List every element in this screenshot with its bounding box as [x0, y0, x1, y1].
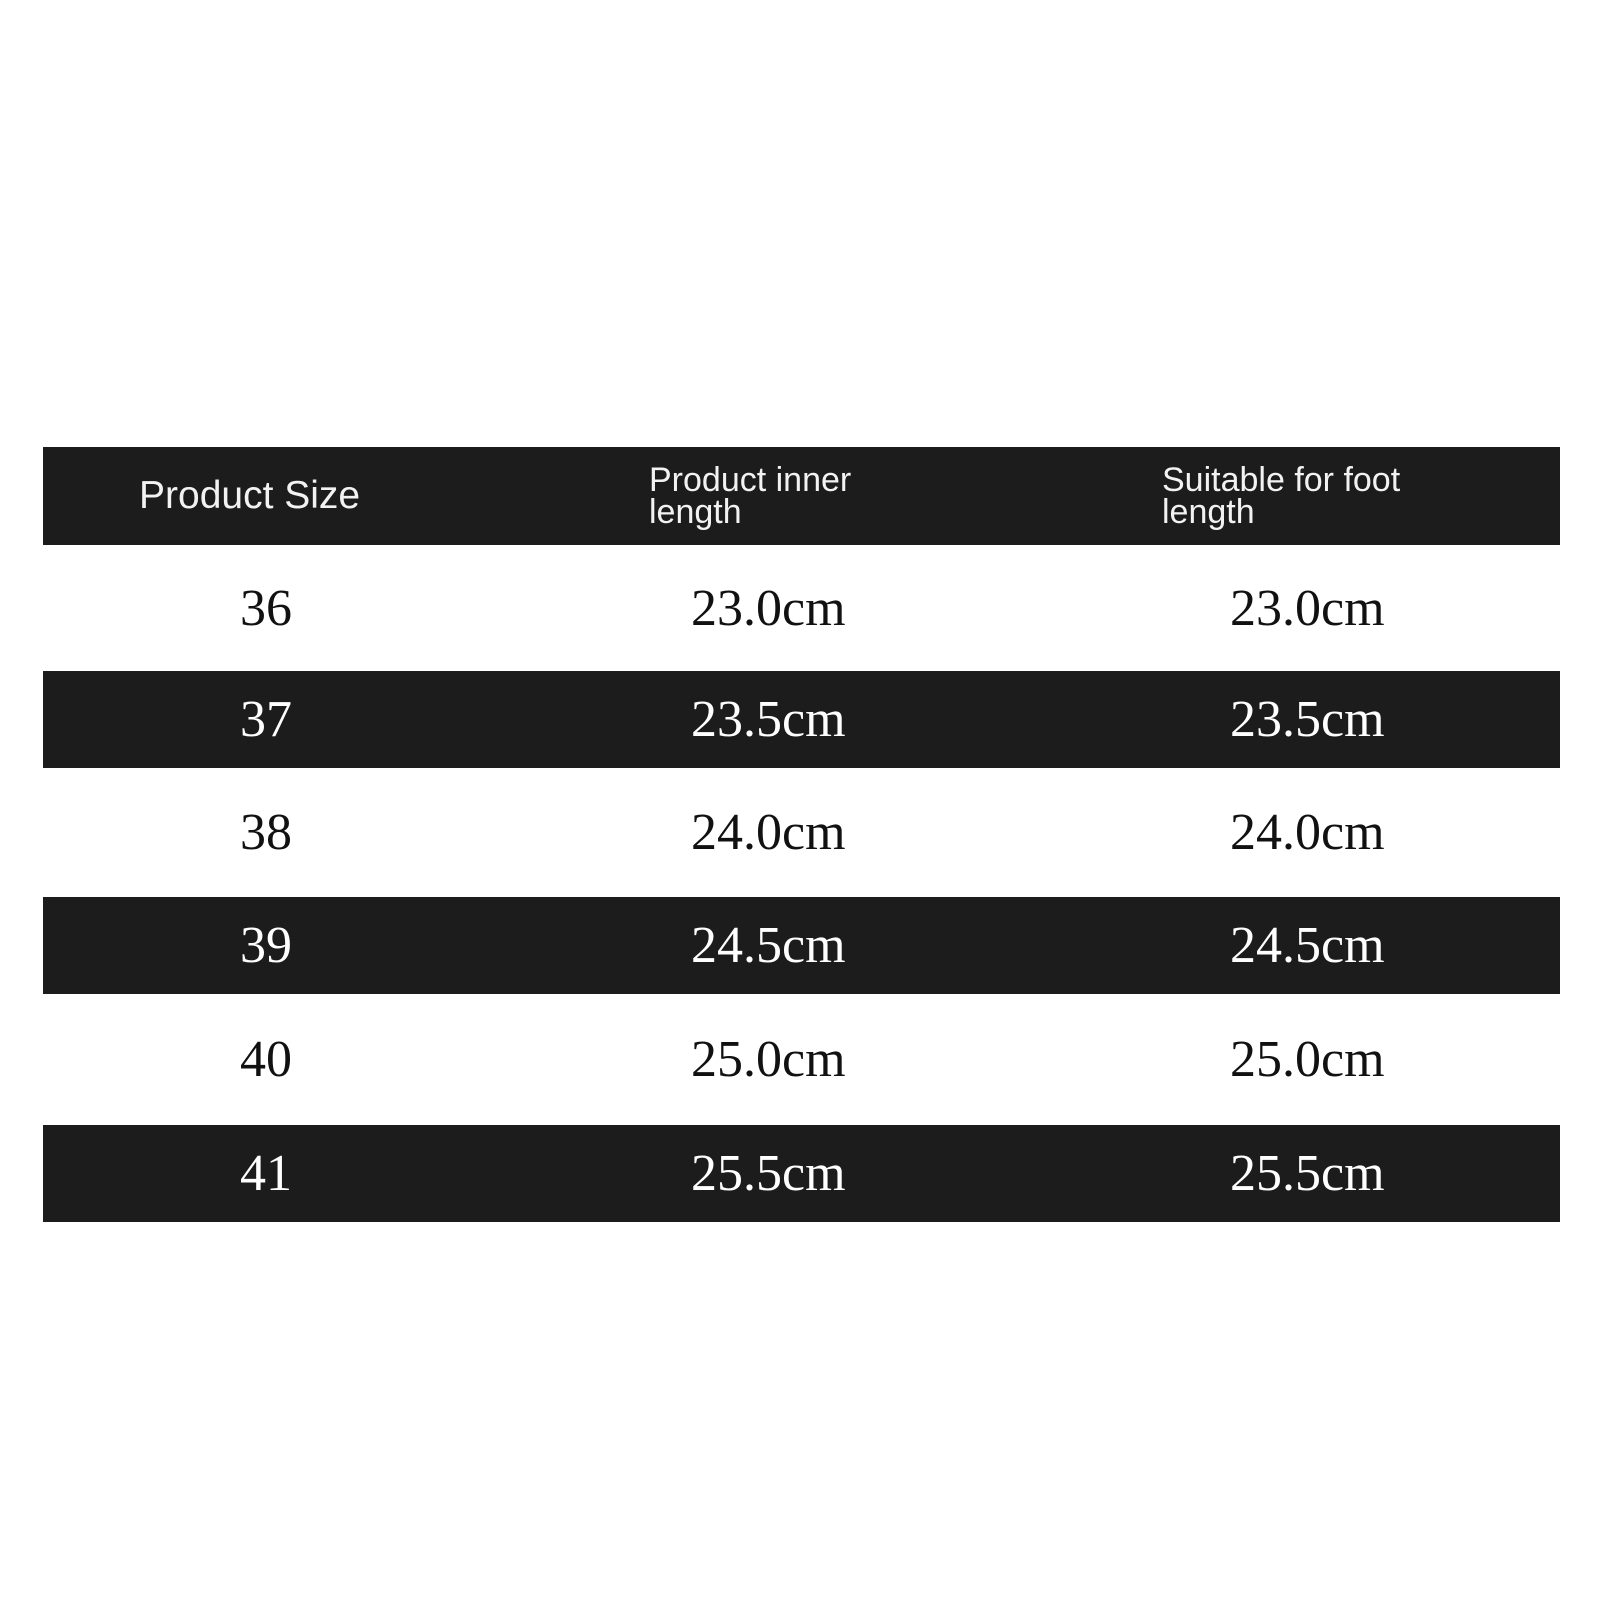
cell-foot-length: 23.5cm [1230, 691, 1385, 748]
cell-inner-length: 23.0cm [691, 579, 846, 637]
table-row [43, 671, 1560, 768]
size-chart-table [43, 447, 1560, 1222]
cell-inner-length: 25.0cm [691, 1031, 846, 1088]
cell-foot-length: 24.5cm [1230, 917, 1385, 974]
header-inner-length [649, 447, 939, 545]
cell-size: 40 [240, 1031, 292, 1088]
cell-foot-length: 25.5cm [1230, 1145, 1385, 1202]
cell-inner-length: 24.0cm [691, 804, 846, 861]
cell-foot-length: 25.0cm [1230, 1031, 1385, 1088]
cell-size: 41 [240, 1145, 292, 1202]
header-product-size-text: Product Size [139, 474, 361, 517]
header-foot-length [1162, 447, 1452, 545]
header-inner-length-text: Product inner length [649, 461, 852, 531]
cell-foot-length: 23.0cm [1230, 579, 1385, 637]
table-row [43, 994, 1560, 1125]
cell-size: 38 [240, 804, 292, 861]
table-header-row [43, 447, 1560, 545]
table-row [43, 545, 1560, 671]
cell-size: 36 [240, 579, 292, 637]
cell-size: 39 [240, 917, 292, 974]
cell-inner-length: 23.5cm [691, 691, 846, 748]
header-product-size [139, 447, 360, 545]
cell-inner-length: 25.5cm [691, 1145, 846, 1202]
table-row [43, 897, 1560, 994]
header-foot-length-text: Suitable for foot length [1162, 461, 1401, 531]
cell-size: 37 [240, 691, 292, 748]
cell-foot-length: 24.0cm [1230, 804, 1385, 861]
cell-inner-length: 24.5cm [691, 917, 846, 974]
table-row [43, 1125, 1560, 1222]
table-row [43, 768, 1560, 897]
